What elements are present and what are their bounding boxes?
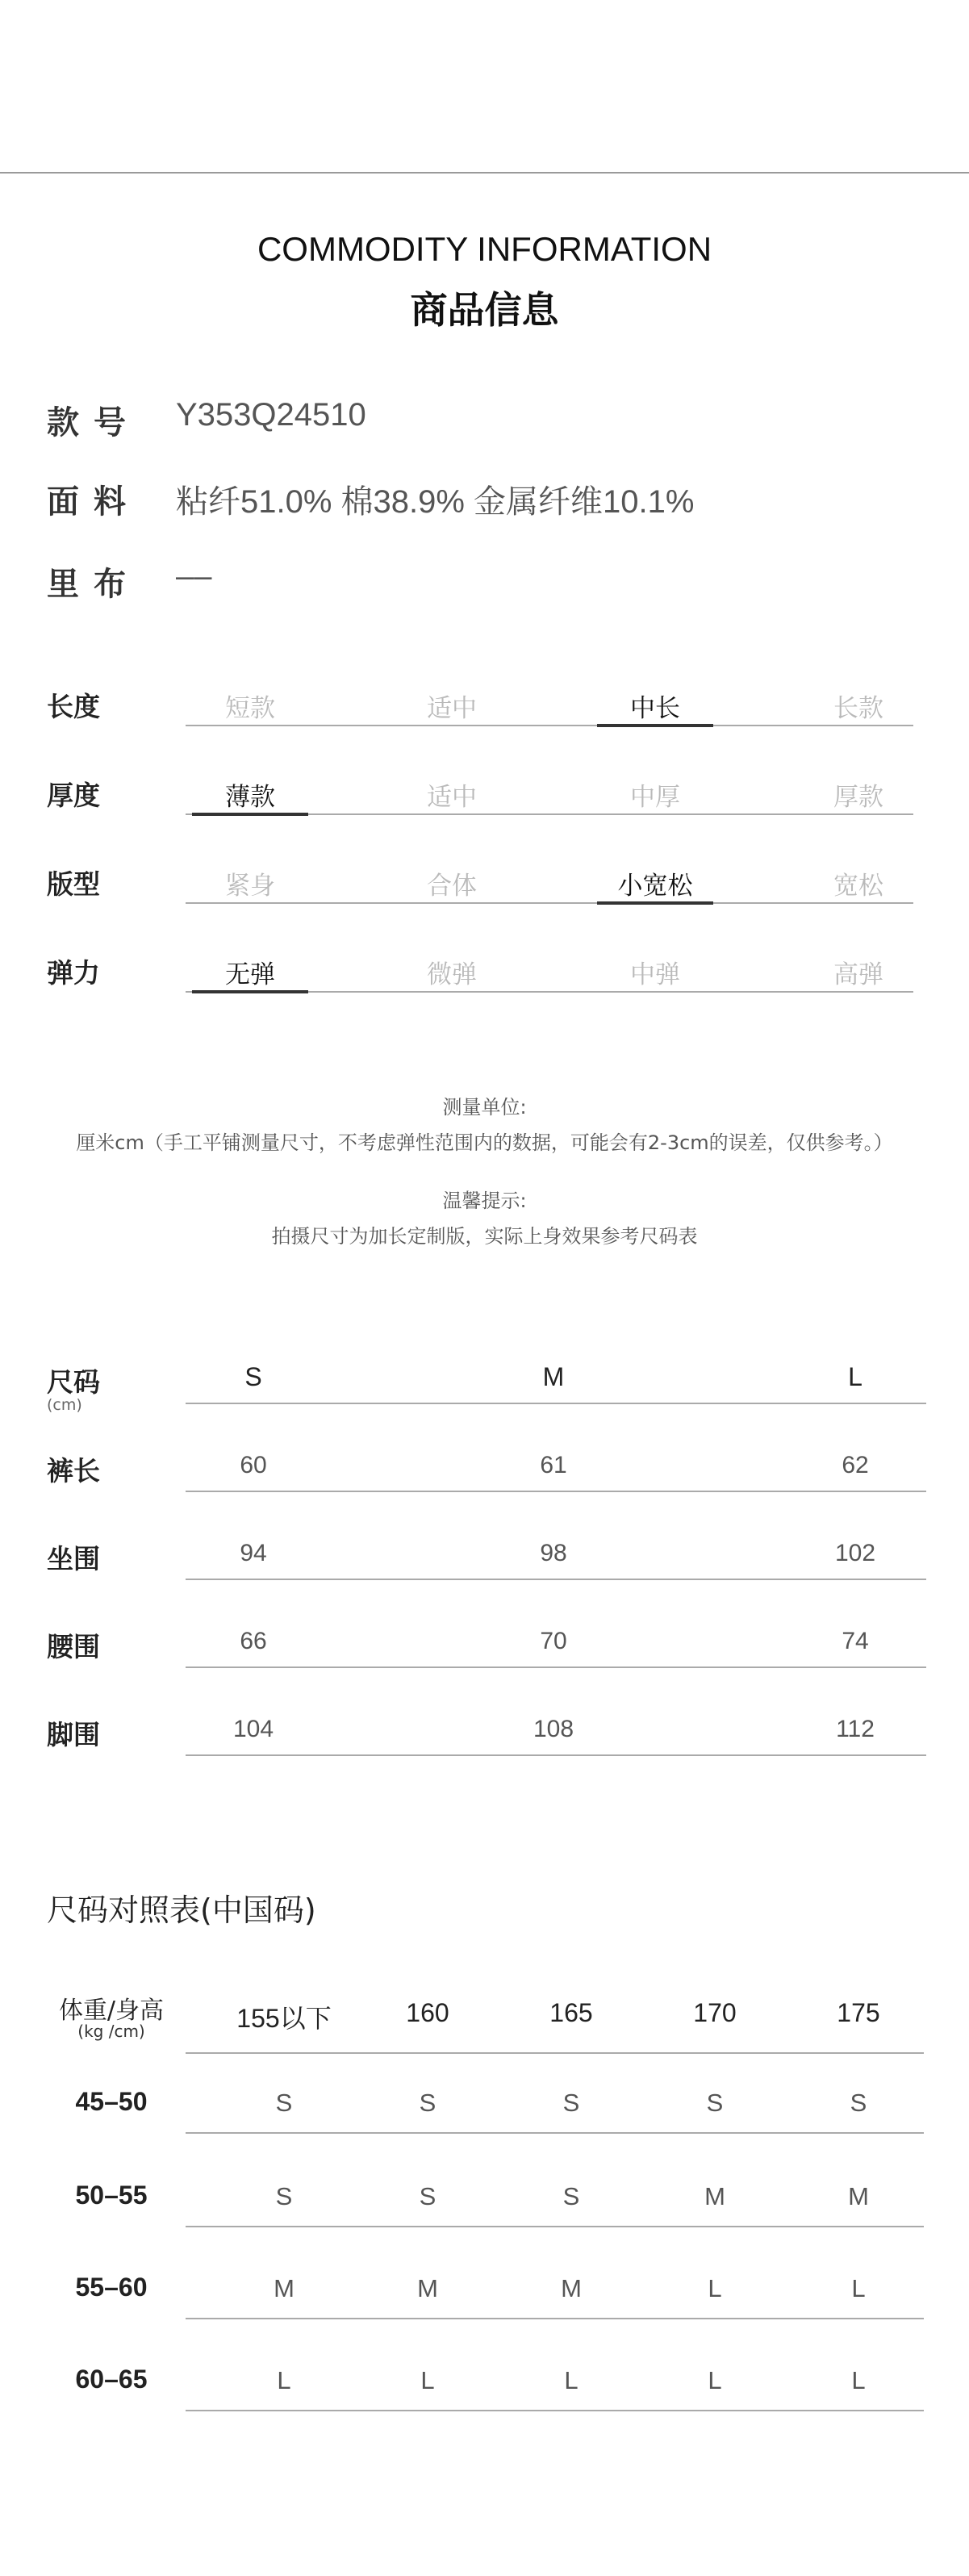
attribute-selected-indicator — [192, 813, 308, 816]
unit-title: 测量单位: — [442, 1096, 527, 1119]
tip-title: 温馨提示: — [442, 1190, 527, 1212]
compare-cell: S — [562, 2089, 580, 2117]
spec-label-fabric: 面料 — [47, 483, 140, 521]
attribute-option: 短款 — [225, 694, 275, 723]
attribute-track-line — [186, 725, 913, 726]
title-chinese: 商品信息 — [410, 288, 559, 332]
compare-table-row-line — [186, 2410, 924, 2411]
size-table-corner-label: 尺码 — [47, 1366, 100, 1398]
spec-value-lining: –– — [176, 558, 212, 594]
size-row-label: 坐围 — [47, 1543, 100, 1574]
attribute-selected-indicator — [192, 990, 308, 993]
compare-column-header: 160 — [406, 1998, 449, 2027]
compare-cell: L — [708, 2274, 722, 2302]
size-table-corner-unit: (cm) — [47, 1396, 82, 1414]
compare-cell: L — [708, 2366, 722, 2394]
compare-table-corner-unit: (kg /cm) — [77, 2022, 145, 2041]
attribute-option: 高弹 — [833, 960, 883, 989]
compare-row-label: 50–55 — [75, 2181, 148, 2210]
compare-row-label: 55–60 — [75, 2273, 148, 2302]
attribute-option: 宽松 — [833, 872, 883, 901]
compare-cell: L — [277, 2366, 291, 2394]
compare-row-label: 45–50 — [75, 2087, 148, 2116]
attribute-track-line — [186, 902, 913, 904]
size-cell: 66 — [240, 1628, 267, 1654]
spec-label-lining: 里布 — [47, 566, 140, 603]
spec-value-style-no: Y353Q24510 — [176, 397, 366, 433]
compare-cell: L — [564, 2366, 578, 2394]
attribute-option: 长款 — [833, 694, 883, 723]
compare-cell: S — [419, 2182, 436, 2210]
compare-row-label: 60–65 — [75, 2365, 148, 2394]
attribute-option: 薄款 — [225, 783, 275, 812]
attribute-selected-indicator — [597, 724, 713, 727]
attribute-label: 长度 — [47, 691, 100, 722]
compare-cell: M — [704, 2182, 725, 2210]
size-cell: 102 — [834, 1540, 876, 1566]
size-cell: 70 — [540, 1628, 567, 1654]
size-row-label: 脚围 — [47, 1719, 100, 1750]
compare-table-row-line — [186, 2226, 924, 2227]
attribute-option: 无弹 — [225, 960, 275, 989]
attribute-option: 小宽松 — [617, 872, 693, 901]
compare-cell: M — [274, 2274, 294, 2302]
compare-cell: M — [561, 2274, 582, 2302]
size-table-header-line — [186, 1403, 926, 1404]
size-row-label: 裤长 — [47, 1455, 100, 1487]
attribute-option: 中弹 — [630, 960, 680, 989]
size-cell: 62 — [842, 1452, 869, 1478]
compare-cell: M — [417, 2274, 438, 2302]
compare-cell: S — [275, 2182, 293, 2210]
compare-cell: S — [275, 2089, 293, 2117]
compare-cell: S — [562, 2182, 580, 2210]
attribute-label: 弹力 — [47, 957, 100, 989]
compare-cell: L — [420, 2366, 435, 2394]
size-table-row-line — [186, 1754, 926, 1756]
compare-column-header: 155以下 — [236, 2004, 332, 2033]
compare-cell: L — [851, 2366, 866, 2394]
size-column-header: S — [244, 1362, 262, 1391]
size-table-row-line — [186, 1491, 926, 1492]
attribute-option: 适中 — [427, 783, 477, 812]
size-cell: 108 — [533, 1716, 574, 1742]
compare-cell: L — [851, 2274, 866, 2302]
attribute-label: 厚度 — [47, 780, 100, 811]
attribute-option: 微弹 — [427, 960, 477, 989]
size-cell: 60 — [240, 1452, 267, 1478]
size-column-header: M — [542, 1362, 565, 1391]
size-cell: 74 — [842, 1628, 869, 1654]
attribute-option: 合体 — [427, 872, 477, 901]
size-cell: 112 — [836, 1716, 875, 1742]
compare-cell: M — [848, 2182, 869, 2210]
compare-column-header: 165 — [549, 1998, 593, 2027]
size-column-header: L — [848, 1362, 862, 1391]
attribute-selected-indicator — [597, 901, 713, 905]
compare-table-header-line — [186, 2052, 924, 2054]
spec-value-fabric: 粘纤51.0% 棉38.9% 金属纤维10.1% — [176, 484, 695, 520]
size-cell: 104 — [232, 1716, 274, 1742]
tip-text: 拍摄尺寸为加长定制版，实际上身效果参考尺码表 — [271, 1225, 698, 1248]
compare-table-corner-label: 体重/身高 — [58, 1997, 165, 2025]
spec-label-style-no: 款号 — [47, 404, 140, 441]
size-table-row-line — [186, 1666, 926, 1668]
size-cell: 94 — [240, 1540, 267, 1566]
size-table-row-line — [186, 1579, 926, 1580]
compare-cell: S — [850, 2089, 867, 2117]
compare-cell: S — [706, 2089, 724, 2117]
compare-table-row-line — [186, 2318, 924, 2319]
compare-table-row-line — [186, 2132, 924, 2134]
attribute-option: 适中 — [427, 694, 477, 723]
attribute-label: 版型 — [47, 868, 100, 900]
attribute-option: 中厚 — [630, 783, 680, 812]
size-cell: 98 — [540, 1540, 567, 1566]
attribute-option: 中长 — [630, 694, 680, 723]
compare-column-header: 175 — [837, 1998, 880, 2027]
compare-table-title: 尺码对照表(中国码) — [47, 1892, 316, 1928]
compare-cell: S — [419, 2089, 436, 2117]
unit-text: 厘米cm（手工平铺测量尺寸，不考虑弹性范围内的数据，可能会有2-3cm的误差，仅供参考。） — [76, 1131, 893, 1154]
title-english: COMMODITY INFORMATION — [257, 230, 712, 268]
top-divider — [0, 172, 969, 174]
size-cell: 61 — [540, 1452, 567, 1478]
compare-column-header: 170 — [693, 1998, 737, 2027]
attribute-option: 厚款 — [833, 783, 883, 812]
size-row-label: 腰围 — [47, 1631, 100, 1662]
attribute-option: 紧身 — [225, 872, 275, 901]
